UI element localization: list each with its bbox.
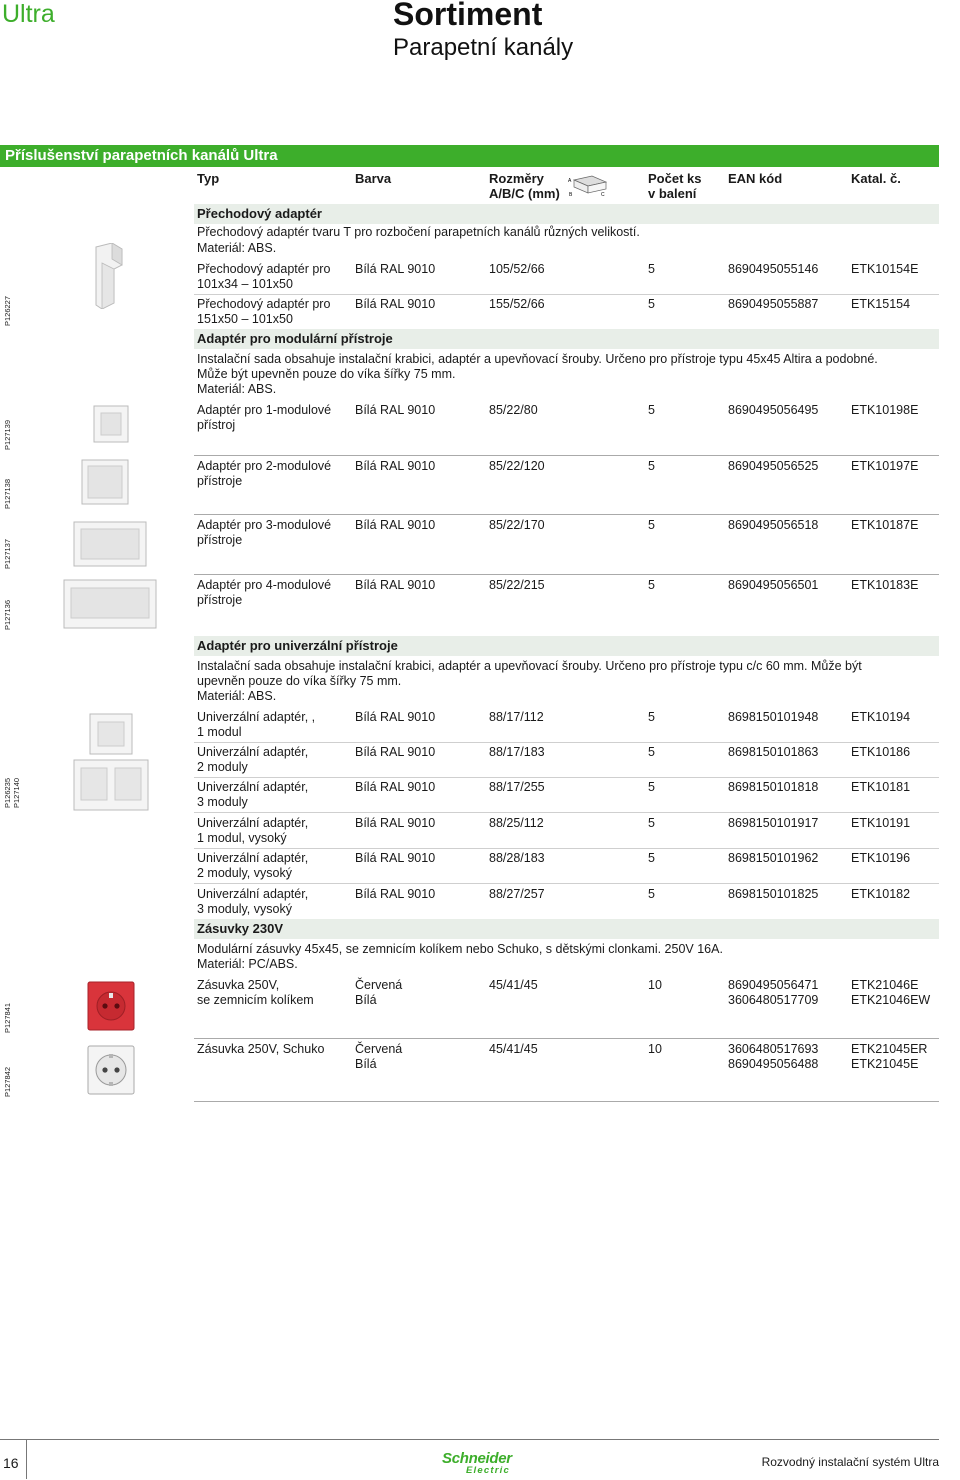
row-type: Zásuvka 250V, Schuko	[197, 1042, 325, 1056]
row-ean: 8690495056471	[728, 978, 819, 992]
table-bottom-rule	[194, 1101, 939, 1102]
row-type: Adaptér pro 3-modulové	[197, 518, 332, 532]
row-type-detail: 3 moduly	[197, 795, 248, 809]
universal-adapter-1-image	[88, 712, 134, 756]
col-header-type: Typ	[197, 171, 220, 186]
row-type-detail: přístroje	[197, 533, 243, 547]
row-cat: ETK10191	[851, 816, 911, 830]
row-cat: ETK10187E	[851, 518, 919, 532]
row-color: Bílá RAL 9010	[355, 262, 436, 276]
row-color: Bílá RAL 9010	[355, 745, 436, 759]
group-description-2: Může být upevněn pouze do víka šířky 75 mm.	[197, 367, 456, 381]
row-type-detail: 151x50 – 101x50	[197, 312, 293, 326]
row-type-detail: 2 moduly, vysoký	[197, 866, 292, 880]
page-title: Sortiment	[393, 0, 543, 32]
col-header-count-unit: v balení	[648, 186, 697, 201]
photo-code: P127841	[3, 1002, 12, 1033]
row-count: 10	[648, 978, 662, 992]
row-count: 5	[648, 887, 655, 901]
photo-code: P127138	[3, 478, 12, 509]
row-cat: ETK10198E	[851, 403, 919, 417]
row-color: Bílá RAL 9010	[355, 710, 436, 724]
row-divider	[194, 848, 939, 849]
group-title: Zásuvky 230V	[197, 921, 284, 936]
row-type: Univerzální adaptér,	[197, 780, 309, 794]
row-count: 5	[648, 459, 655, 473]
row-divider	[194, 742, 939, 743]
col-header-cat: Katal. č.	[851, 171, 901, 186]
group-description: Přechodový adaptér tvaru T pro rozbočení parapetních kanálů různých velikostí.	[197, 225, 640, 239]
col-header-dims-unit: A/B/C (mm)	[489, 186, 560, 201]
row-color: Bílá RAL 9010	[355, 578, 436, 592]
row-ean: 8698150101863	[728, 745, 819, 759]
row-type: Adaptér pro 2-modulové	[197, 459, 332, 473]
row-count: 5	[648, 780, 655, 794]
col-header-dims: Rozměry	[489, 171, 544, 186]
row-type: Zásuvka 250V,	[197, 978, 280, 992]
group-description: Instalační sada obsahuje instalační krabici, adaptér a upevňovací šrouby. Určeno pro přístroje typu c/c 60 mm. Může být	[197, 659, 862, 673]
group-title: Adaptér pro modulární přístroje	[197, 331, 393, 346]
diagram-label-a: A	[568, 178, 572, 184]
group-title: Přechodový adaptér	[197, 206, 322, 221]
row-type: Univerzální adaptér, ,	[197, 710, 316, 724]
row-count: 5	[648, 578, 655, 592]
row-cat: ETK21045ER	[851, 1042, 928, 1056]
row-divider	[194, 883, 939, 884]
row-dims: 105/52/66	[489, 262, 545, 276]
row-cat: ETK15154	[851, 297, 911, 311]
row-type-detail: přístroj	[197, 418, 236, 432]
row-dims: 88/28/183	[489, 851, 545, 865]
footer-caption: Rozvodný instalační systém Ultra	[761, 1455, 939, 1469]
socket-schuko-image	[86, 1044, 136, 1096]
group-material: Materiál: ABS.	[197, 689, 277, 703]
row-type: Univerzální adaptér,	[197, 745, 309, 759]
page-number: 16	[3, 1455, 19, 1471]
col-header-count: Počet ks	[648, 171, 702, 186]
row-divider	[194, 574, 939, 575]
row-dims: 88/17/112	[489, 710, 544, 724]
row-ean: 8690495056518	[728, 518, 819, 532]
group-header-transition-adapter	[194, 204, 939, 224]
row-ean: 8698150101917	[728, 816, 819, 830]
row-type-detail: 101x34 – 101x50	[197, 277, 293, 291]
row-type-detail: 1 modul	[197, 725, 242, 739]
group-description: Instalační sada obsahuje instalační krabici, adaptér a upevňovací šrouby. Určeno pro přístroje typu 45x45 Altira a podobné.	[197, 352, 878, 366]
group-material: Materiál: ABS.	[197, 241, 277, 255]
row-dims: 85/22/215	[489, 578, 545, 592]
row-color-alt: Bílá	[355, 993, 377, 1007]
row-color: Bílá RAL 9010	[355, 816, 436, 830]
row-cat-alt: ETK21046EW	[851, 993, 931, 1007]
row-dims: 85/22/120	[489, 459, 545, 473]
row-color: Bílá RAL 9010	[355, 403, 436, 417]
row-count: 5	[648, 745, 655, 759]
row-color: Bílá RAL 9010	[355, 518, 436, 532]
logo-text-bottom: Electric	[466, 1465, 510, 1476]
row-count: 5	[648, 816, 655, 830]
section-title: Příslušenství parapetních kanálů Ultra	[5, 147, 278, 164]
photo-code: P126235	[3, 777, 12, 808]
row-count: 5	[648, 518, 655, 532]
group-header-sockets	[194, 919, 939, 939]
universal-adapter-2-image	[72, 758, 150, 812]
row-cat-alt: ETK21045E	[851, 1057, 919, 1071]
row-type-detail: přístroje	[197, 474, 243, 488]
row-count: 5	[648, 262, 655, 276]
row-color: Bílá RAL 9010	[355, 887, 436, 901]
photo-code: P127139	[3, 419, 12, 450]
row-divider	[194, 777, 939, 778]
row-type-detail: 2 moduly	[197, 760, 248, 774]
row-type-detail: 3 moduly, vysoký	[197, 902, 292, 916]
row-divider	[194, 514, 939, 515]
group-header-modular-adapter	[194, 329, 939, 349]
row-type: Univerzální adaptér,	[197, 816, 309, 830]
row-dims: 88/17/183	[489, 745, 545, 759]
row-color: Bílá RAL 9010	[355, 851, 436, 865]
schneider-logo	[442, 1450, 524, 1476]
row-dims: 155/52/66	[489, 297, 545, 311]
row-divider	[194, 812, 939, 813]
dimension-diagram	[566, 172, 612, 198]
photo-code: P127137	[3, 538, 12, 569]
logo-text-top: Schneider	[442, 1450, 512, 1467]
row-type: Univerzální adaptér,	[197, 851, 309, 865]
row-cat: ETK10194	[851, 710, 911, 724]
group-title: Adaptér pro univerzální přístroje	[197, 638, 398, 653]
row-divider	[194, 455, 939, 456]
row-count: 5	[648, 403, 655, 417]
row-type: Adaptér pro 1-modulové	[197, 403, 332, 417]
row-count: 5	[648, 297, 655, 311]
photo-code: P127140	[12, 777, 21, 808]
photo-code: P127842	[3, 1066, 12, 1097]
row-color: Červená	[355, 1042, 403, 1056]
row-ean: 8698150101825	[728, 887, 819, 901]
adapter-1-module-image	[92, 404, 130, 444]
row-type: Adaptér pro 4-modulové	[197, 578, 332, 592]
group-material: Materiál: PC/ABS.	[197, 957, 298, 971]
diagram-label-b: B	[569, 192, 573, 198]
row-cat: ETK10154E	[851, 262, 919, 276]
row-type-detail: se zemnicím kolíkem	[197, 993, 314, 1007]
row-color: Bílá RAL 9010	[355, 297, 436, 311]
row-ean: 8698150101818	[728, 780, 819, 794]
row-cat: ETK10197E	[851, 459, 919, 473]
row-color: Bílá RAL 9010	[355, 780, 436, 794]
row-ean: 8690495056501	[728, 578, 819, 592]
row-cat: ETK10196	[851, 851, 911, 865]
row-dims: 88/25/112	[489, 816, 544, 830]
row-dims: 45/41/45	[489, 978, 538, 992]
row-count: 5	[648, 710, 655, 724]
group-description: Modulární zásuvky 45x45, se zemnicím kolíkem nebo Schuko, s dětskými clonkami. 250V 16A.	[197, 942, 723, 956]
diagram-label-c: C	[601, 192, 605, 198]
row-cat: ETK10186	[851, 745, 911, 759]
col-header-color: Barva	[355, 171, 392, 186]
col-header-ean: EAN kód	[728, 171, 783, 186]
footer-rule	[0, 1439, 939, 1440]
row-ean-alt: 8690495056488	[728, 1057, 819, 1071]
row-cat: ETK10181	[851, 780, 911, 794]
row-cat: ETK21046E	[851, 978, 919, 992]
photo-code: P127136	[3, 599, 12, 630]
row-type: Přechodový adaptér pro	[197, 297, 331, 311]
row-type-detail: přístroje	[197, 593, 243, 607]
row-color: Červená	[355, 978, 403, 992]
socket-red-image	[86, 980, 136, 1032]
row-dims: 85/22/80	[489, 403, 538, 417]
row-cat: ETK10182	[851, 887, 911, 901]
row-dims: 85/22/170	[489, 518, 545, 532]
photo-code: P126227	[3, 295, 12, 326]
row-dims: 88/27/257	[489, 887, 545, 901]
row-dims: 88/17/255	[489, 780, 545, 794]
brand-title: Ultra	[2, 0, 55, 28]
transition-adapter-image	[88, 243, 130, 309]
row-type: Přechodový adaptér pro	[197, 262, 331, 276]
group-description-2: upevněn pouze do víka šířky 75 mm.	[197, 674, 402, 688]
row-type-detail: 1 modul, vysoký	[197, 831, 287, 845]
group-header-universal-adapter	[194, 636, 939, 656]
row-divider	[194, 1038, 939, 1039]
section-bar	[0, 145, 939, 167]
adapter-2-module-image	[80, 458, 130, 506]
row-count: 5	[648, 851, 655, 865]
adapter-3-module-image	[72, 520, 148, 568]
row-ean: 8698150101948	[728, 710, 819, 724]
row-color: Bílá RAL 9010	[355, 459, 436, 473]
row-ean: 8698150101962	[728, 851, 819, 865]
adapter-4-module-image	[62, 578, 158, 630]
page-subtitle: Parapetní kanály	[393, 34, 574, 61]
row-ean: 3606480517693	[728, 1042, 819, 1056]
row-type: Univerzální adaptér,	[197, 887, 309, 901]
row-ean: 8690495055887	[728, 297, 819, 311]
row-ean: 8690495055146	[728, 262, 819, 276]
row-divider	[194, 294, 939, 295]
row-ean-alt: 3606480517709	[728, 993, 819, 1007]
row-count: 10	[648, 1042, 662, 1056]
row-ean: 8690495056525	[728, 459, 819, 473]
row-color-alt: Bílá	[355, 1057, 377, 1071]
row-cat: ETK10183E	[851, 578, 919, 592]
group-material: Materiál: ABS.	[197, 382, 277, 396]
footer-divider	[26, 1439, 27, 1479]
row-ean: 8690495056495	[728, 403, 819, 417]
row-dims: 45/41/45	[489, 1042, 538, 1056]
